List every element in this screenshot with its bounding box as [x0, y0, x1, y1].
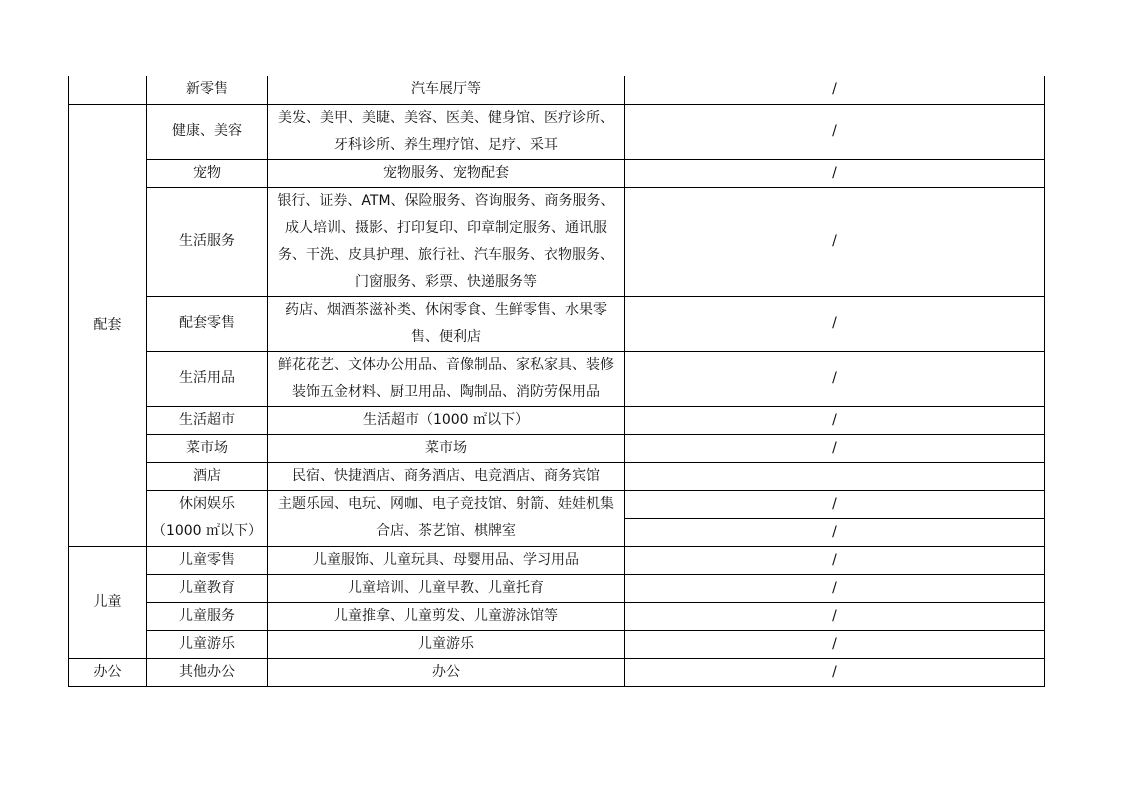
description-cell: 儿童服饰、儿童玩具、母婴用品、学习用品	[268, 546, 625, 574]
mark-cell: /	[625, 658, 1045, 686]
mark-cell: /	[625, 159, 1045, 187]
table-row	[69, 104, 1045, 159]
subcategory-cell: 宠物	[147, 159, 268, 187]
table-row	[69, 76, 1045, 104]
mark-cell: /	[625, 630, 1045, 658]
mark-cell: /	[625, 434, 1045, 462]
mark-cell	[625, 462, 1045, 490]
table-row	[69, 187, 1045, 296]
table-row	[69, 602, 1045, 630]
mark-cell: /	[625, 546, 1045, 574]
subcategory-cell: 健康、美容	[147, 104, 268, 159]
mark-cell: /	[625, 518, 1045, 546]
mark-cell: /	[625, 490, 1045, 518]
description-cell: 药店、烟酒茶滋补类、休闲零食、生鲜零售、水果零售、便利店	[268, 296, 625, 351]
table-row	[69, 406, 1045, 434]
mark-cell: /	[625, 406, 1045, 434]
subcategory-cell: 其他办公	[147, 658, 268, 686]
mark-cell: /	[625, 602, 1045, 630]
category-cell: 办公	[69, 658, 147, 686]
description-cell: 儿童游乐	[268, 630, 625, 658]
subcategory-cell: 生活用品	[147, 351, 268, 406]
mark-cell: /	[625, 351, 1045, 406]
description-cell: 美发、美甲、美睫、美容、医美、健身馆、医疗诊所、牙科诊所、养生理疗馆、足疗、采耳	[268, 104, 625, 159]
subcategory-cell: 配套零售	[147, 296, 268, 351]
description-cell: 民宿、快捷酒店、商务酒店、电竞酒店、商务宾馆	[268, 462, 625, 490]
description-cell: 主题乐园、电玩、网咖、电子竞技馆、射箭、娃娃机集合店、茶艺馆、棋牌室	[268, 490, 625, 546]
subcategory-cell: 儿童服务	[147, 602, 268, 630]
subcategory-note-cell: （1000 ㎡以下）	[147, 518, 268, 546]
subcategory-cell: 生活超市	[147, 406, 268, 434]
table-row	[69, 574, 1045, 602]
table-row	[69, 159, 1045, 187]
mark-cell: /	[625, 76, 1045, 104]
table-row	[69, 490, 1045, 518]
mark-cell: /	[625, 104, 1045, 159]
category-cell: 配套	[69, 104, 147, 546]
mark-cell: /	[625, 574, 1045, 602]
mark-cell: /	[625, 187, 1045, 296]
category-cell: 儿童	[69, 546, 147, 658]
subcategory-cell: 儿童游乐	[147, 630, 268, 658]
description-cell: 银行、证券、ATM、保险服务、咨询服务、商务服务、成人培训、摄影、打印复印、印章制定服务、通讯服务、干洗、皮具护理、旅行社、汽车服务、衣物服务、门窗服务、彩票、快递服务等	[268, 187, 625, 296]
table-row	[69, 462, 1045, 490]
description-cell: 儿童推拿、儿童剪发、儿童游泳馆等	[268, 602, 625, 630]
business-category-table	[68, 76, 1045, 687]
description-cell: 生活超市（1000 ㎡以下）	[268, 406, 625, 434]
description-cell: 汽车展厅等	[268, 76, 625, 104]
subcategory-cell: 儿童零售	[147, 546, 268, 574]
description-cell: 儿童培训、儿童早教、儿童托育	[268, 574, 625, 602]
description-cell: 宠物服务、宠物配套	[268, 159, 625, 187]
subcategory-cell: 儿童教育	[147, 574, 268, 602]
description-cell: 鲜花花艺、文体办公用品、音像制品、家私家具、装修装饰五金材料、厨卫用品、陶制品、消防劳保用品	[268, 351, 625, 406]
table-row	[69, 630, 1045, 658]
subcategory-cell: 休闲娱乐	[147, 490, 268, 518]
table-row	[69, 658, 1045, 686]
subcategory-cell: 生活服务	[147, 187, 268, 296]
subcategory-cell: 新零售	[147, 76, 268, 104]
table-row	[69, 296, 1045, 351]
table-row	[69, 351, 1045, 406]
table-row	[69, 434, 1045, 462]
subcategory-cell: 酒店	[147, 462, 268, 490]
mark-cell: /	[625, 296, 1045, 351]
subcategory-cell: 菜市场	[147, 434, 268, 462]
table-row	[69, 546, 1045, 574]
description-cell: 办公	[268, 658, 625, 686]
category-cell	[69, 76, 147, 104]
description-cell: 菜市场	[268, 434, 625, 462]
